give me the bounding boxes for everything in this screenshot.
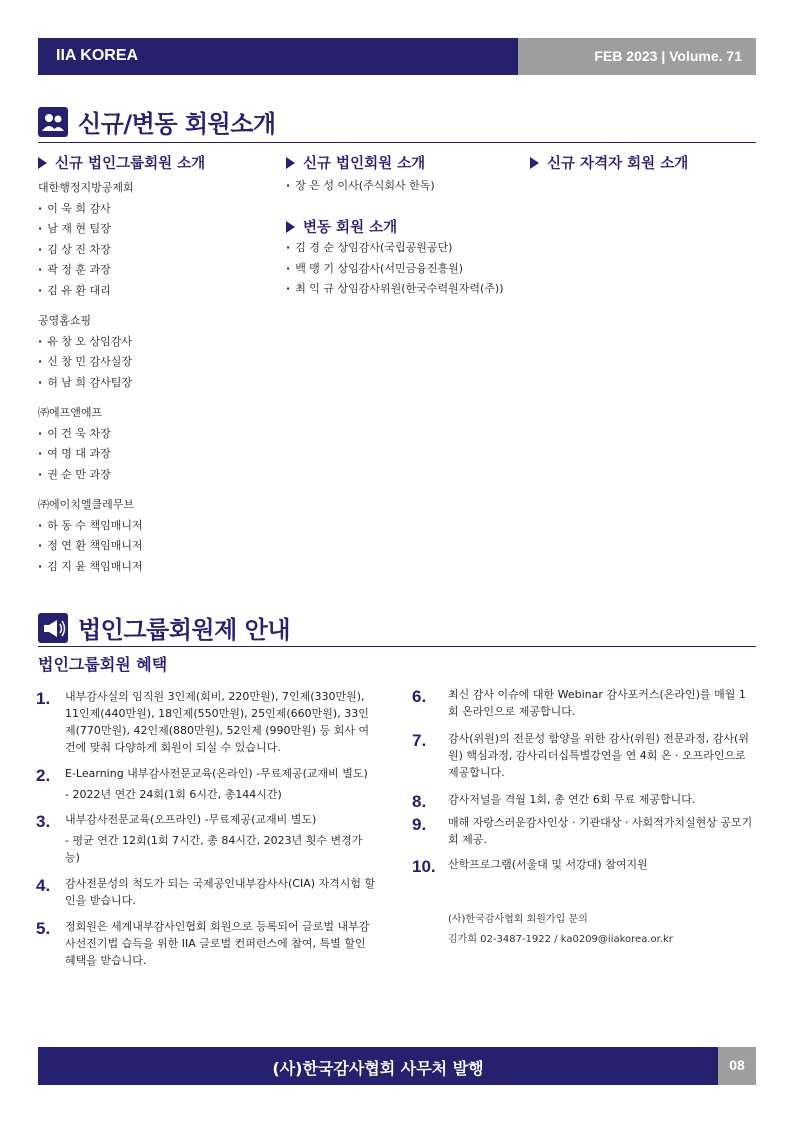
benefit-item: 6. 최신 감사 이슈에 대한 Webinar 감사포커스(온라인)를 매월 1회 온라인으로 제공합니다.	[412, 687, 746, 718]
footer-publisher: (사)한국감사협회 사무처 발행	[272, 1059, 484, 1078]
member-item: · 허 남 희 감사팀장	[38, 373, 268, 394]
member-item: · 장 은 성 이사(주식회사 한독)	[286, 176, 526, 197]
benefit-item: 10. 산학프로그램(서울대 및 서강대) 참여지원	[412, 857, 648, 876]
contact-details: 김가희 02-3487-1922 / ka0209@iiakorea.or.kr	[448, 934, 673, 945]
company-name: ㈜에프앤에프	[38, 406, 103, 419]
page-number: 08	[729, 1057, 745, 1073]
col1-heading: 신규 법인그룹회원 소개	[38, 152, 205, 173]
header-brand: IIA KOREA	[56, 47, 139, 64]
company-group	[38, 403, 268, 485]
benefit-item: 8. 감사저널을 격월 1회, 총 연간 6회 무료 제공합니다.	[412, 792, 696, 811]
col2-list	[286, 176, 526, 197]
col2-heading2: 변동 회원 소개	[286, 216, 397, 237]
member-item: · 김 유 환 대리	[38, 281, 268, 302]
member-item: · 곽 정 훈 과장	[38, 260, 268, 281]
member-item: · 권 순 만 과장	[38, 465, 268, 486]
section2-title: 법인그룹회원제 안내	[78, 616, 291, 644]
company-group	[38, 178, 268, 301]
member-item: · 남 재 현 팀장	[38, 219, 268, 240]
col3-heading: 신규 자격자 회원 소개	[530, 152, 688, 173]
section1-title-row	[38, 104, 276, 139]
member-item: · 정 연 환 책임매니저	[38, 536, 268, 557]
header-brand-bar	[38, 38, 518, 75]
member-item: · 이 욱 희 감사	[38, 199, 268, 220]
company-group	[38, 311, 268, 393]
benefits-right	[412, 686, 756, 876]
benefit-item: 3. 내부감사전문교육(오프라인) -무료제공(교재비 별도) - 평균 연간 12회(1회 7시간, 총 84시간, 2023년 횟수 변경가능)	[36, 812, 363, 864]
member-item: · 김 지 윤 책임매니저	[38, 557, 268, 578]
header-issue-bar	[518, 38, 756, 75]
member-item: · 여 명 대 과장	[38, 444, 268, 465]
benefit-item: 2. E-Learning 내부감사전문교육(온라인) -무료제공(교재비 별도) - 2022년 연간 24회(1회 6시간, 총144시간)	[36, 766, 368, 801]
benefit-item: 5. 정회원은 세계내부감사인협회 회원으로 등록되어 글로벌 내부감사선진기법 습득을 위한 IIA 글로벌 컨퍼런스에 참여, 특별 할인 혜택을 받습니다.	[36, 919, 370, 967]
member-item: · 김 경 순 상임감사(국립공원공단)	[286, 238, 526, 259]
benefits-heading: 법인그룹회원 혜택	[38, 655, 168, 674]
company-name: ㈜에이치엘클레무브	[38, 498, 135, 511]
page-header	[38, 38, 756, 75]
triangle-bullet-icon	[38, 157, 47, 169]
member-item: · 이 건 욱 차장	[38, 424, 268, 445]
benefit-item: 7. 감사(위원)의 전문성 함양을 위한 감사(위원) 전문과정, 감사(위원) 핵심과정, 감사리더십특별강연을 연 4회 온 · 오프라인으로 제공합니다.	[412, 731, 749, 779]
member-item: · 신 창 민 감사실장	[38, 352, 268, 373]
member-item: · 유 창 오 상임감사	[38, 332, 268, 353]
triangle-bullet-icon	[530, 157, 539, 169]
benefit-item: 4. 감사전문성의 척도가 되는 국제공인내부감사사(CIA) 자격시험 할인을 받습니다.	[36, 876, 376, 907]
member-item: · 김 상 진 차장	[38, 240, 268, 261]
company-group	[38, 495, 268, 577]
contact-title: (사)한국감사협회 회원가입 문의	[448, 914, 588, 925]
section1-title: 신규/변동 회원소개	[78, 110, 276, 138]
page-footer	[38, 1047, 756, 1085]
triangle-bullet-icon	[286, 157, 295, 169]
footer-page-box	[718, 1047, 756, 1085]
section2-title-row	[38, 610, 290, 645]
members-icon	[38, 107, 68, 137]
company-name: 공영홈쇼핑	[38, 314, 92, 327]
col2-heading: 신규 법인회원 소개	[286, 152, 425, 173]
header-issue: FEB 2023 | Volume. 71	[594, 48, 742, 64]
megaphone-icon	[38, 613, 68, 643]
member-item: · 백 맹 기 상임감사(서민금융진흥원)	[286, 259, 526, 280]
benefit-item: 1. 내부감사실의 임직원 3인제(회비, 220만원), 7인제(330만원), 11인제(440만원), 18인제(550만원), 25인제(660만원), 33인제(770만원), 42인제(880만원), 52인제 (990만원) 등 회사 여건에 맞춰 다양하게 회원이 되실 수 있습니다.	[36, 689, 370, 754]
col1-list	[38, 178, 268, 577]
benefit-item: 9. 매해 자랑스러운감사인상 · 기관대상 · 사회적가치실현상 공모기회 제공.	[412, 815, 753, 846]
section1-divider	[38, 142, 756, 143]
contact-info	[448, 910, 673, 950]
benefits-left	[36, 688, 376, 969]
member-item: · 최 익 규 상임감사위원(한국수력원자력(주))	[286, 279, 526, 300]
col2-list2	[286, 238, 526, 300]
triangle-bullet-icon	[286, 221, 295, 233]
member-item: · 하 동 수 책임매니저	[38, 516, 268, 537]
company-name: 대한행정지방공제회	[38, 181, 134, 194]
footer-publisher-bar	[38, 1047, 718, 1085]
section2-divider	[38, 646, 756, 647]
